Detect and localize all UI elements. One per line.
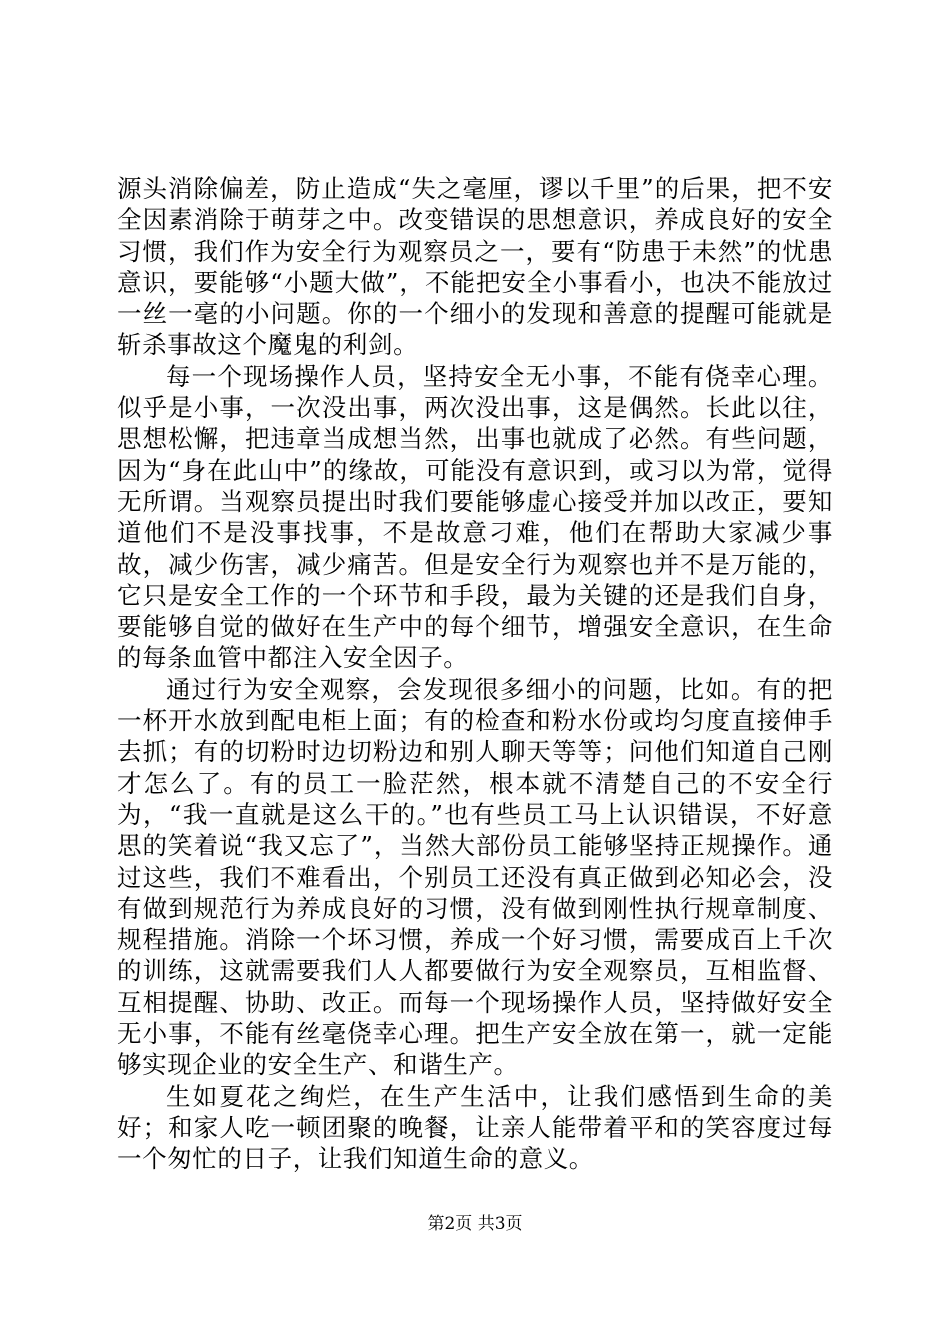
paragraph-4: 生如夏花之绚烂，在生产生活中，让我们感悟到生命的美好；和家人吃一顿团聚的晚餐，让亲人能带着平和的笑容度过每一个匆忙的日子，让我们知道生命的意义。 [117, 1081, 833, 1174]
page-number: 第2页 共3页 [427, 1214, 523, 1234]
page-footer [0, 1213, 950, 1235]
paragraph-1: 源头消除偏差，防止造成“失之毫厘，谬以千里”的后果，把不安全因素消除于萌芽之中。改变错误的思想意识，养成良好的安全习惯，我们作为安全行为观察员之一，要有“防患于未然”的忧患意识，要能够“小题大做”，不能把安全小事看小，也决不能放过一丝一毫的小问题。你的一个细小的发现和善意的提醒可能就是斩杀事故这个魔鬼的利剑。 [117, 174, 833, 360]
paragraph-2: 每一个现场操作人员，坚持安全无小事，不能有侥幸心理。似乎是小事，一次没出事，两次没出事，这是偶然。长此以往，思想松懈，把违章当成想当然，出事也就成了必然。有些问题，因为“身在此山中”的缘故，可能没有意识到，或习以为常，觉得无所谓。当观察员提出时我们要能够虚心接受并加以改正，要知道他们不是没事找事，不是故意刁难，他们在帮助大家减少事故，减少伤害，减少痛苦。但是安全行为观察也并不是万能的，它只是安全工作的一个环节和手段，最为关键的还是我们自身，要能够自觉的做好在生产中的每个细节，增强安全意识，在生命的每条血管中都注入安全因子。 [117, 361, 833, 673]
document-body [117, 173, 833, 1175]
paragraph-3: 通过行为安全观察，会发现很多细小的问题，比如。有的把一杯开水放到配电柜上面；有的检查和粉水份或均匀度直接伸手去抓；有的切粉时边切粉边和别人聊天等等；问他们知道自己刚才怎么了。有的员工一脸茫然，根本就不清楚自己的不安全行为，“我一直就是这么干的。”也有些员工马上认识错误，不好意思的笑着说“我又忘了”，当然大部份员工能够坚持正规操作。通过这些，我们不难看出，个别员工还没有真正做到必知必会，没有做到规范行为养成良好的习惯，没有做到刚性执行规章制度、规程措施。消除一个坏习惯，养成一个好习惯，需要成百上千次的训练，这就需要我们人人都要做行为安全观察员，互相监督、互相提醒、协助、改正。而每一个现场操作人员，坚持做好安全无小事，不能有丝毫侥幸心理。把生产安全放在第一，就一定能够实现企业的安全生产、和谐生产。 [117, 674, 833, 1080]
